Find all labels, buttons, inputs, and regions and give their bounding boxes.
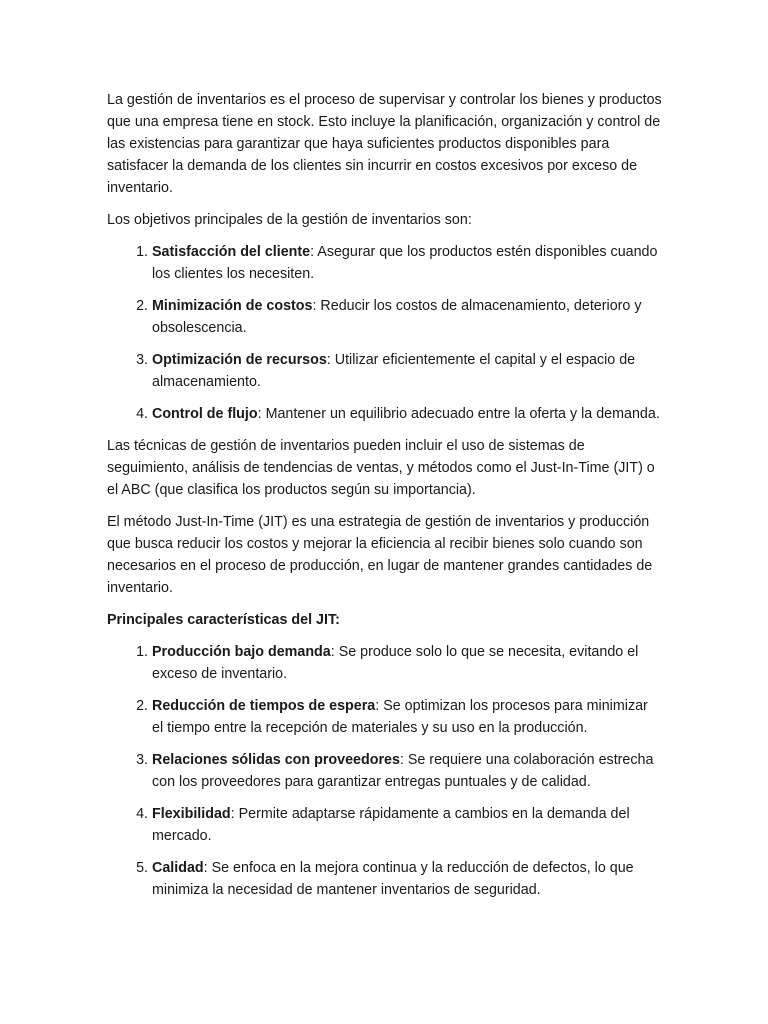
list-item <box>152 695 662 739</box>
list-item-term: Optimización de recursos <box>152 352 327 368</box>
list-item-term: Calidad <box>152 860 204 876</box>
list-item-text: : Se requiere una colaboración estrecha con los proveedores para garantizar entregas puntuales y de calidad. <box>152 752 654 790</box>
list-item-text: : Se enfoca en la mejora continua y la reducción de defectos, lo que minimiza la necesidad de mantener inventarios de seguridad. <box>152 860 634 898</box>
list-item-term: Relaciones sólidas con proveedores <box>152 752 400 768</box>
list-item <box>152 857 662 901</box>
objectives-intro: Los objetivos principales de la gestión de inventarios son: <box>107 212 472 228</box>
list-item <box>152 749 662 793</box>
list-item-text: : Asegurar que los productos estén disponibles cuando los clientes los necesiten. <box>152 244 658 282</box>
list-item-term: Reducción de tiempos de espera <box>152 698 376 714</box>
list-item <box>152 803 662 847</box>
objectives-list <box>107 241 662 425</box>
intro-paragraph: La gestión de inventarios es el proceso de supervisar y controlar los bienes y productos que una empresa tiene en stock. Esto incluye la planificación, organización y control de las existencias para garantizar que haya suficientes productos disponibles para satisfacer la demanda de los clientes sin incurrir en costos excesivos por exceso de inventario. <box>107 92 662 196</box>
list-item-term: Producción bajo demanda <box>152 644 331 660</box>
list-item-text: : Se optimizan los procesos para minimizar el tiempo entre la recepción de materiales y su uso en la producción. <box>152 698 648 736</box>
list-item-term: Flexibilidad <box>152 806 231 822</box>
list-item-term: Satisfacción del cliente <box>152 244 311 260</box>
jit-paragraph: El método Just-In-Time (JIT) es una estrategia de gestión de inventarios y producción que busca reducir los costos y mejorar la eficiencia al recibir bienes solo cuando son necesarios en el proceso de producción, en lugar de mantener grandes cantidades de inventario. <box>107 514 653 596</box>
list-item <box>152 349 662 393</box>
list-item-term: Minimización de costos <box>152 298 313 314</box>
list-item-text: : Utilizar eficientemente el capital y el espacio de almacenamiento. <box>152 352 636 390</box>
list-item-text: : Permite adaptarse rápidamente a cambios en la demanda del mercado. <box>152 806 630 844</box>
list-item-text: : Reducir los costos de almacenamiento, deterioro y obsolescencia. <box>152 298 642 336</box>
list-item <box>152 241 662 285</box>
list-item-term: Control de flujo <box>152 406 258 422</box>
list-item-text: : Se produce solo lo que se necesita, evitando el exceso de inventario. <box>152 644 639 682</box>
list-item <box>152 641 662 685</box>
jit-heading: Principales características del JIT: <box>107 612 340 628</box>
list-item-text: : Mantener un equilibrio adecuado entre la oferta y la demanda. <box>257 406 660 422</box>
list-item <box>152 295 662 339</box>
jit-features-list <box>107 641 662 901</box>
list-item <box>152 403 662 425</box>
techniques-paragraph: Las técnicas de gestión de inventarios pueden incluir el uso de sistemas de seguimiento, análisis de tendencias de ventas, y métodos como el Just-In-Time (JIT) o el ABC (que clasifica los productos según su importancia). <box>107 438 655 498</box>
